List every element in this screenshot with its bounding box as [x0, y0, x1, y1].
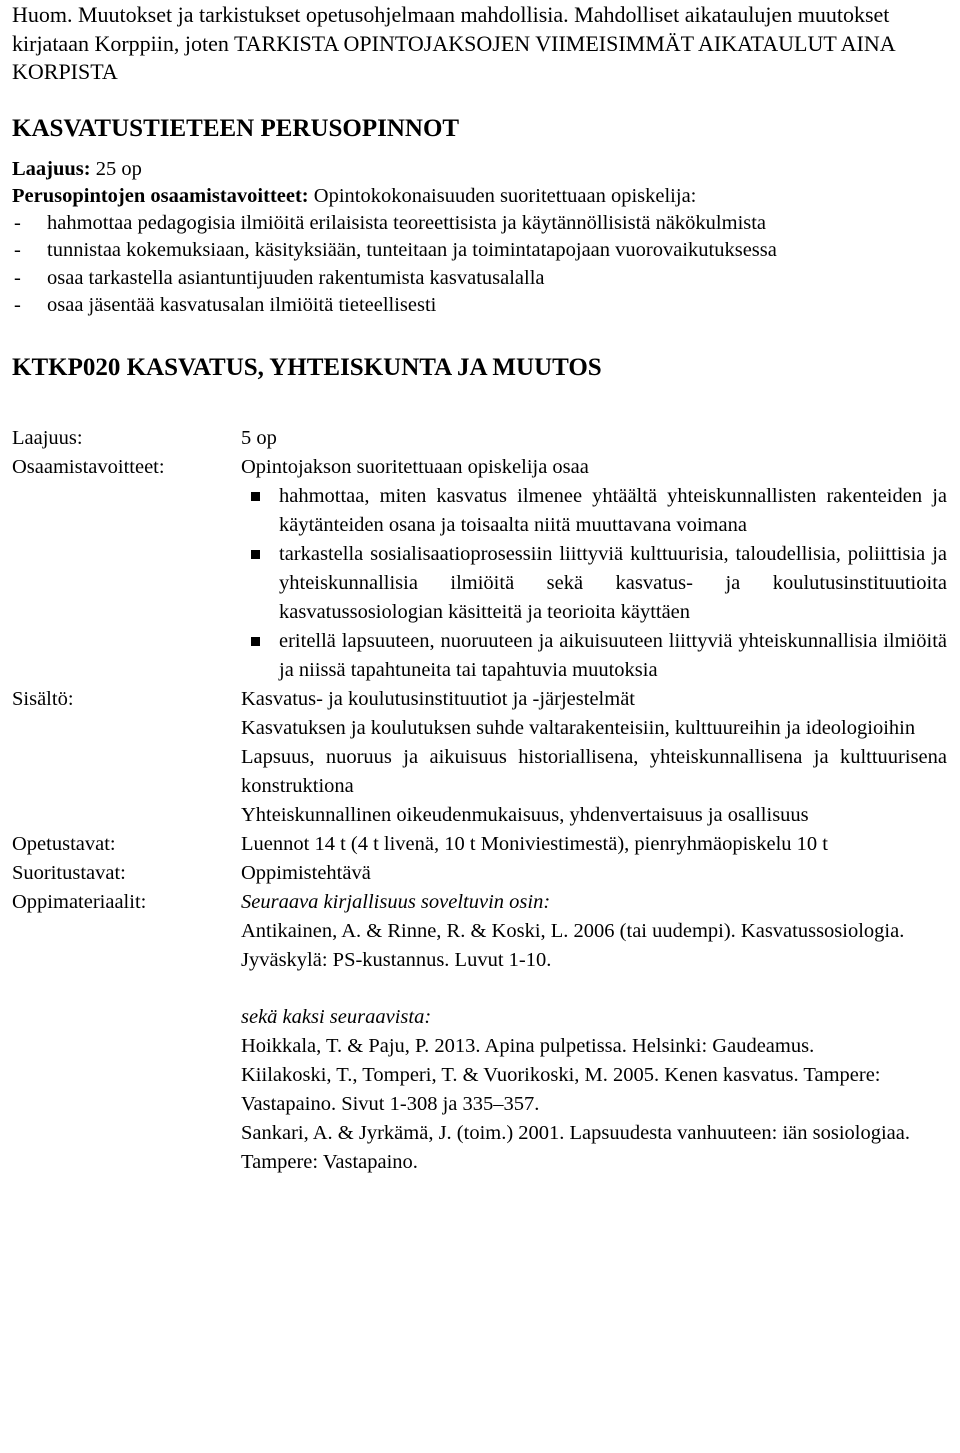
total-scope [12, 156, 947, 183]
schedule-note: Huom. Muutokset ja tarkistukset opetusohjelmaan mahdollisia. Mahdolliset aikataulujen muutokset kirjataan Korppiin, joten TARKISTA OPINTOJAKSOJEN VIIMEISIMMÄT AIKATAULUT AINA KORPISTA [12, 2, 895, 84]
materials-cell [241, 888, 947, 1177]
goals-intro: Opintojakson suoritettuaan opiskelija osaa [241, 455, 589, 478]
materials-choice-intro: sekä kaksi seuraavista: [241, 1005, 432, 1028]
materials-label: Oppimateriaalit: [12, 890, 147, 913]
teaching-label: Opetustavat: [12, 832, 116, 855]
teaching-value: Luennot 14 t (4 t livenä, 10 t Moniviestimestä), pienryhmäopiskelu 10 t [241, 832, 829, 855]
course-title: KTKP020 KASVATUS, YHTEISKUNTA JA MUUTOS [12, 353, 602, 381]
section-title: KASVATUSTIETEEN PERUSOPINNOT [12, 114, 460, 142]
total-scope-value: 25 op [95, 157, 142, 180]
document-page [12, 0, 947, 1177]
content-item: Kasvatus- ja koulutusinstituutiot ja -järjestelmät [241, 687, 635, 710]
completion-value: Oppimistehtävä [241, 861, 371, 884]
materials-choice: Kiilakoski, T., Tomperi, T. & Vuorikoski, M. 2005. Kenen kasvatus. Tampere: Vastapaino. Sivut 1-308 ja 335–357. [241, 1063, 881, 1115]
materials-choice: Sankari, A. & Jyrkämä, J. (toim.) 2001. Lapsuudesta vanhuuteen: iän sosiologiaa. Tampere: Vastapaino. [241, 1121, 910, 1173]
scope-value: 5 op [241, 426, 277, 449]
total-scope-label: Laajuus: [12, 157, 91, 180]
completion-label: Suoritustavat: [12, 861, 126, 884]
bullet-square-icon [251, 550, 260, 559]
materials-intro: Seuraava kirjallisuus soveltuvin osin: [241, 890, 551, 913]
content-item: Lapsuus, nuoruus ja aikuisuus historiallisena, yhteiskunnallisena ja kulttuurisena konstruktiona [241, 745, 947, 797]
bullet-square-icon [251, 492, 260, 501]
outcomes-heading [12, 183, 947, 210]
content-cell [241, 685, 947, 830]
outcomes-label: Perusopintojen osaamistavoitteet: [12, 184, 309, 207]
goal-item: eritellä lapsuuteen, nuoruuteen ja aikuisuuteen liittyviä yhteiskunnallisia ilmiöitä ja niissä tapahtuneita tai tapahtuvia muutoksia [241, 627, 947, 685]
goals-label: Osaamistavoitteet: [12, 455, 165, 478]
goal-item: tarkastella sosialisaatioprosessiin liittyviä kulttuurisia, taloudellisia, poliittisia ja yhteiskunnallisia ilmiöitä sekä kasvatus- ja koulutusinstituutioita kasvatussosiologian käsitteitä ja teorioita käyttäen [241, 540, 947, 627]
bullet-square-icon [251, 637, 260, 646]
goal-item: hahmottaa, miten kasvatus ilmenee yhtäältä yhteiskunnallisten rakenteiden ja käytänteiden osana ja toisaalta niitä muuttavana voimana [241, 482, 947, 540]
content-item: Yhteiskunnallinen oikeudenmukaisuus, yhdenvertaisuus ja osallisuus [241, 803, 809, 826]
course-spec-table [12, 424, 947, 1177]
content-item: Kasvatuksen ja koulutuksen suhde valtarakenteisiin, kulttuureihin ja ideologioihin [241, 716, 916, 739]
outcome-item: - osaa jäsentää kasvatusalan ilmiöitä tieteellisesti [14, 294, 437, 316]
scope-label: Laajuus: [12, 426, 83, 449]
outcomes-intro: Opintokokonaisuuden suoritettuaan opiskelija: [313, 184, 697, 207]
materials-choice: Hoikkala, T. & Paju, P. 2013. Apina pulpetissa. Helsinki: Gaudeamus. [241, 1034, 815, 1057]
outcome-item: - osaa tarkastella asiantuntijuuden rakentumista kasvatusalalla [14, 266, 545, 289]
outcome-item: - tunnistaa kokemuksiaan, käsityksiään, tunteitaan ja toimintatapojaan vuorovaikutuksessa [14, 239, 777, 261]
content-label: Sisältö: [12, 687, 74, 710]
outcome-item: - hahmottaa pedagogisia ilmiöitä erilaisista teoreettisista ja käytännöllisistä näkökulmista [14, 211, 767, 234]
goals-cell [241, 453, 947, 685]
materials-main: Antikainen, A. & Rinne, R. & Koski, L. 2006 (tai uudempi). Kasvatussosiologia. Jyväskylä: PS-kustannus. Luvut 1-10. [241, 919, 905, 971]
